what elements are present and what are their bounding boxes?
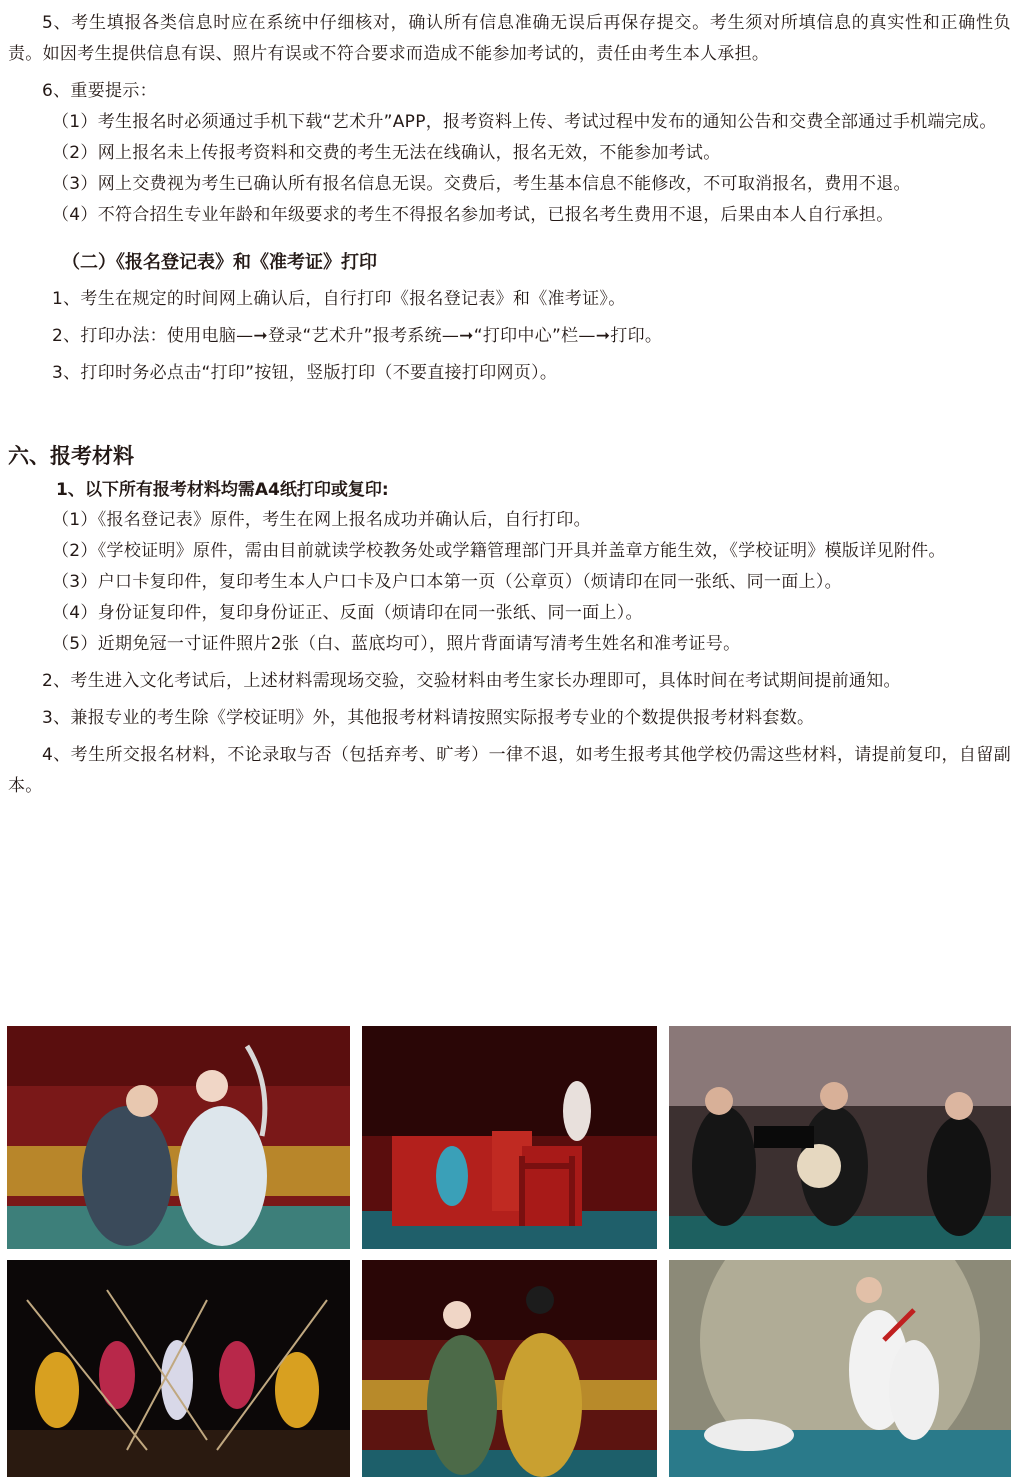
paragraph-item5: 5、考生填报各类信息时应在系统中仔细核对，确认所有信息准确无误后再保存提交。考生须对所填信息的真实性和正确性负责。如因考生提供信息有误、照片有误或不符合要求而造成不能参加考试的，责任由考生本人承担。 [8,13,1011,64]
section6-item-2: 2、考生进入文化考试后，上述材料需现场交验，交验材料由考生家长办理即可，具体时间在考试期间提前通知。 [42,671,901,691]
opera-acrobatics-photo-icon [669,1260,1011,1477]
section6-item1-point-4: （4）身份证复印件，复印身份证正、反面（烦请印在同一张纸、同一面上）。 [52,603,643,623]
print-section-heading: （二）《报名登记表》和《准考证》打印 [62,252,377,273]
paragraph-item6-point-2: （2）网上报名未上传报考资料和交费的考生无法在线确认，报名无效，不能参加考试。 [52,143,721,163]
opera-spear-dancers-photo-icon [7,1260,350,1477]
section6-item1-point-1: （1）《报名登记表》原件，考生在网上报名成功并确认后，自行打印。 [52,510,591,530]
orchestra-musicians-photo-icon [669,1026,1011,1249]
section6-item1-point-3: （3）户口卡复印件，复印考生本人户口卡及户口本第一页（公章页）（烦请印在同一张纸、同一面上）。 [52,572,842,592]
print-item-2: 2、打印办法：使用电脑—➞登录“艺术升”报考系统—➞“打印中心”栏—➞打印。 [52,326,663,346]
section6-item1-heading: 1、以下所有报考材料均需A4纸打印或复印: [56,480,389,500]
opera-duet-photo-icon [7,1026,350,1249]
section6-heading: 六、报考材料 [8,444,134,468]
document-body [8,0,1011,802]
section6-item-4: 4、考生所交报名材料，不论录取与否（包括弃考、旷考）一律不退，如考生报考其他学校仍需这些材料，请提前复印，自留副本。 [8,745,1011,796]
print-item-1: 1、考生在规定的时间网上确认后，自行打印《报名登记表》和《准考证》。 [52,289,626,309]
section6-item-3: 3、兼报专业的考生除《学校证明》外，其他报考材料请按照实际报考专业的个数提供报考材料套数。 [42,708,815,728]
paragraph-item6-point-1: （1）考生报名时必须通过手机下载“艺术升”APP，报考资料上传、考试过程中发布的通知公告和交费全部通过手机端完成。 [52,112,997,132]
paragraph-item6-point-3: （3）网上交费视为考生已确认所有报名信息无误。交费后，考生基本信息不能修改，不可取消报名，费用不退。 [52,174,911,194]
print-item-3: 3、打印时务必点击“打印”按钮，竖版打印（不要直接打印网页）。 [52,363,558,383]
paragraph-item6-point-4: （4）不符合招生专业年龄和年级要求的考生不得报名参加考试，已报名考生费用不退，后果由本人自行承担。 [52,205,894,225]
opera-stage-chairs-photo-icon [362,1026,657,1249]
paragraph-item6-title: 6、重要提示： [42,81,157,101]
opera-costumed-pair-photo-icon [362,1260,657,1477]
section6-item1-point-2: （2）《学校证明》原件，需由目前就读学校教务处或学籍管理部门开具并盖章方能生效，《学校证明》模版详见附件。 [52,541,946,561]
section6-item1-point-5: （5）近期免冠一寸证件照片2张（白、蓝底均可），照片背面请写清考生姓名和准考证号。 [52,634,741,654]
